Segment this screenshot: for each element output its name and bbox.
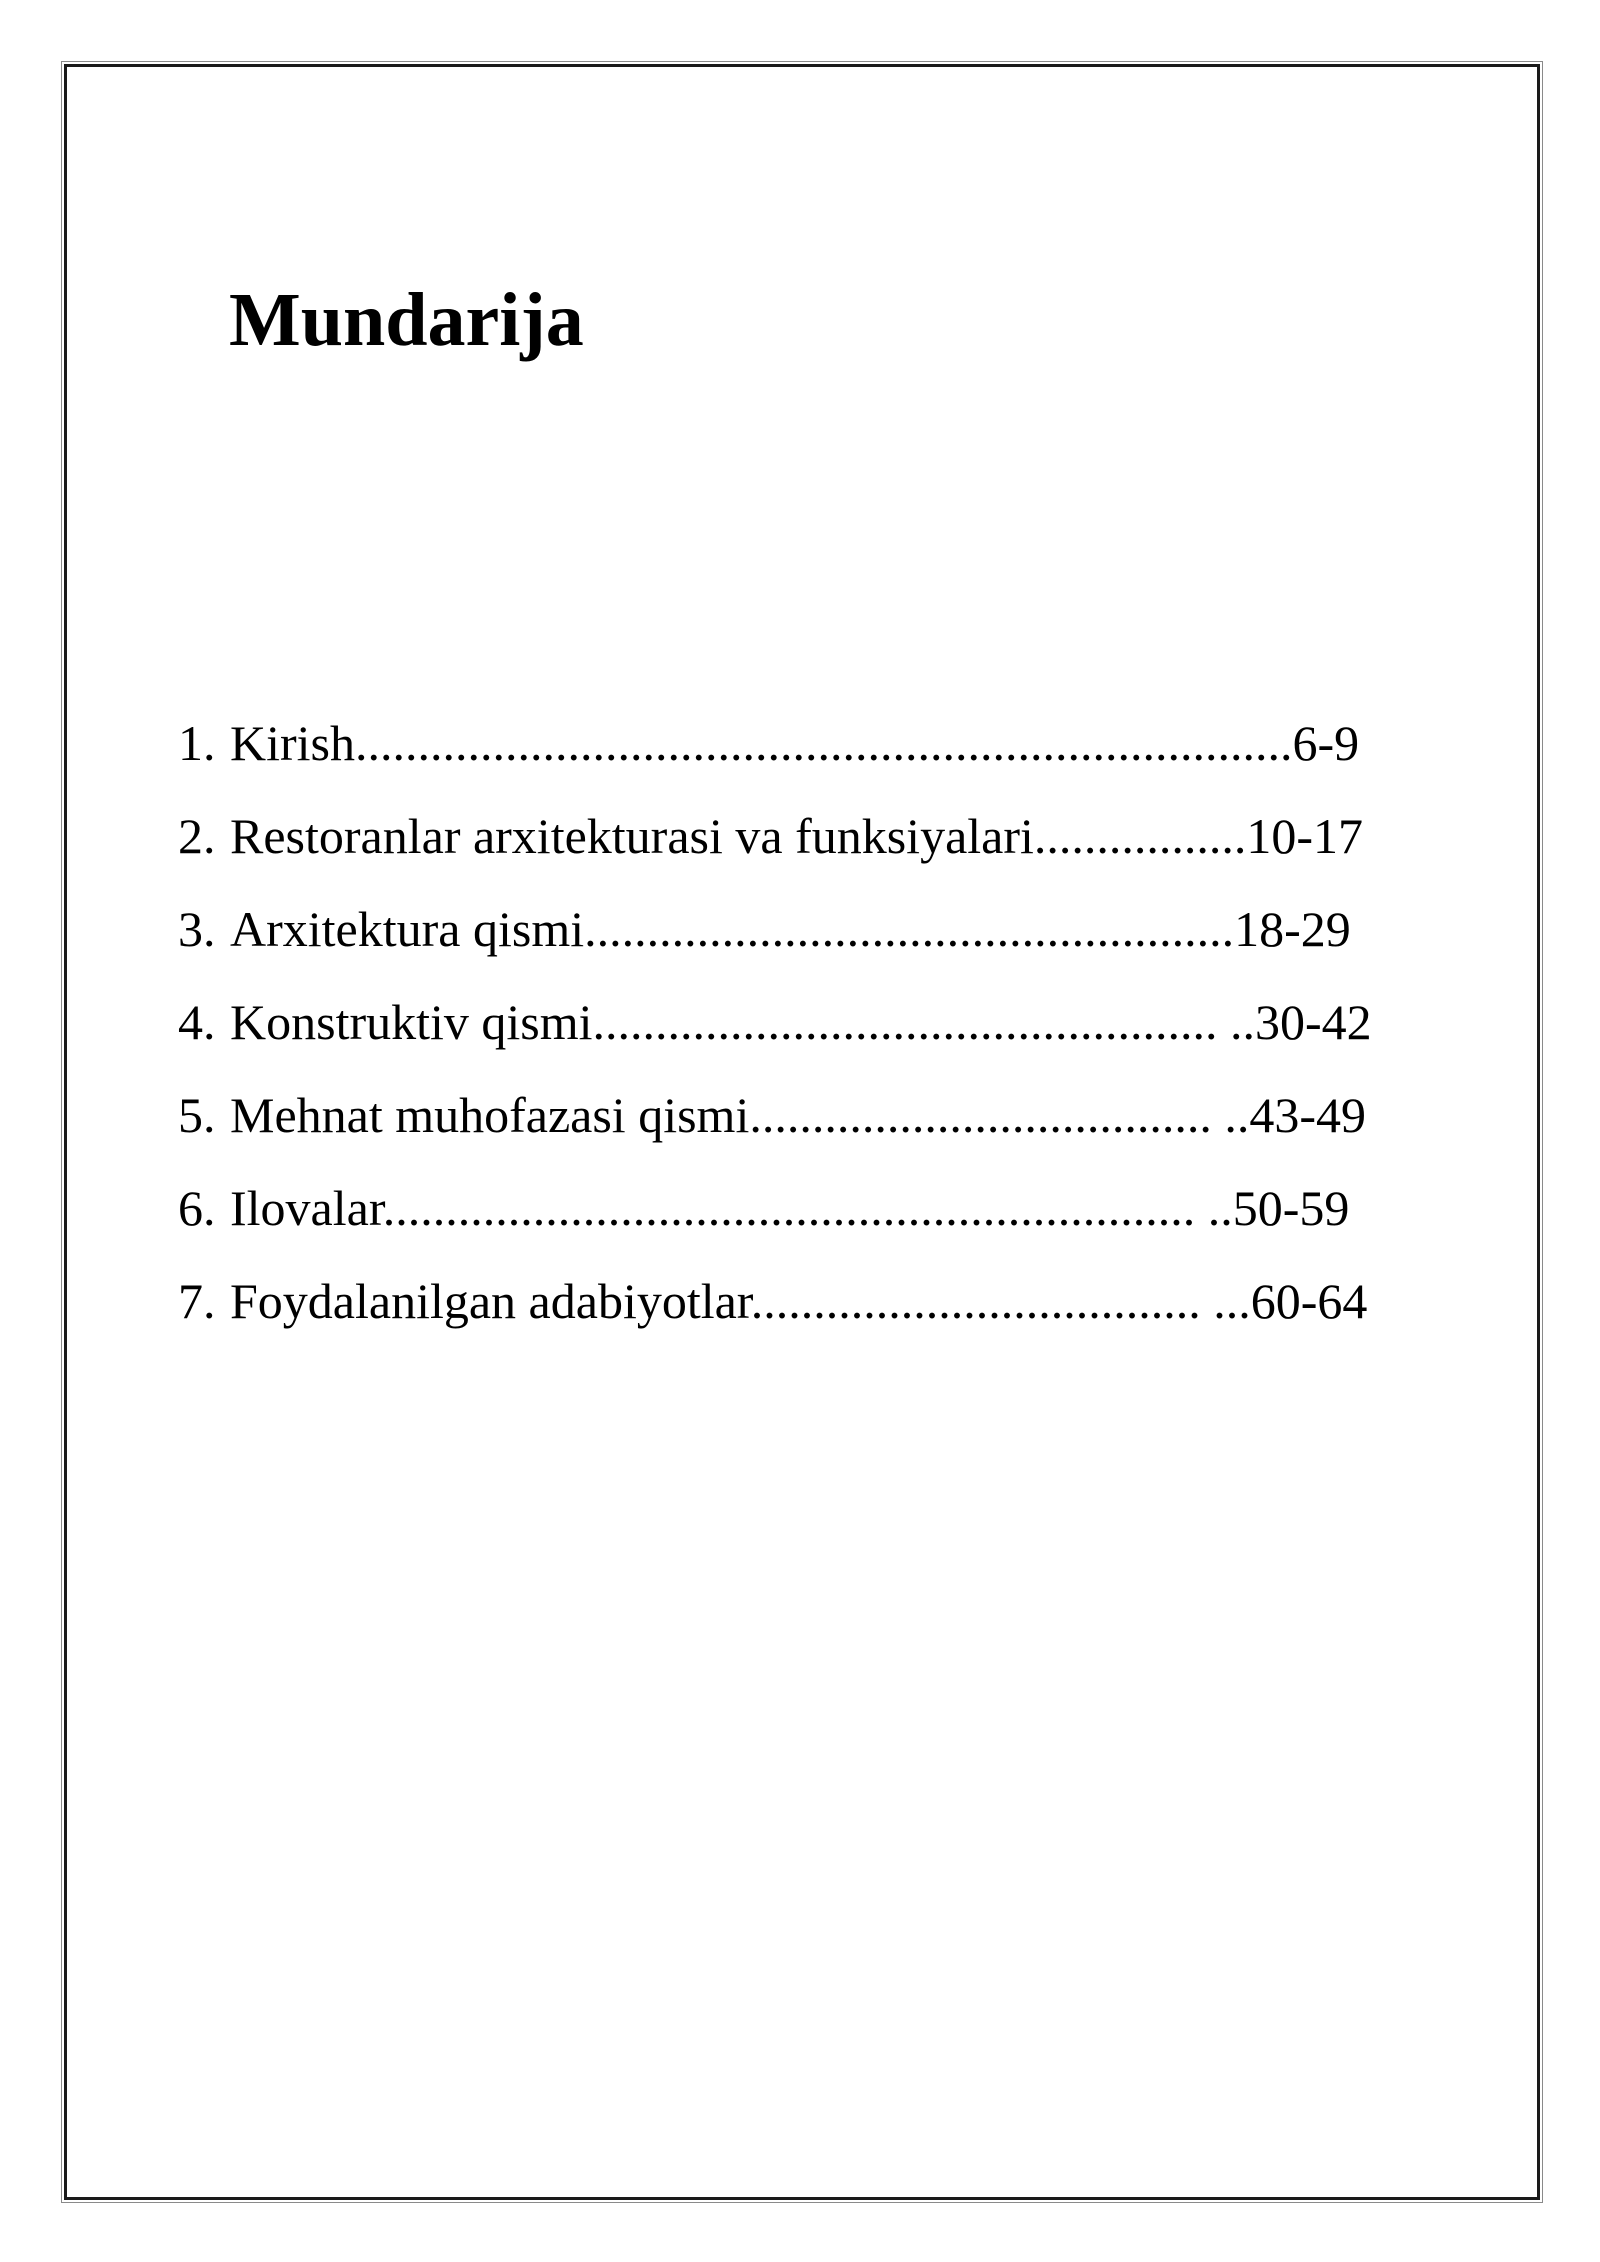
toc-entry-text: Restoranlar arxitekturasi va funksiyalari.................10-17: [230, 808, 1364, 864]
toc-entry-6: [178, 1176, 1372, 1269]
toc-entry-number: 5.: [178, 1087, 216, 1143]
toc-entry-number: 7.: [178, 1273, 216, 1329]
table-of-contents: [178, 711, 1372, 1362]
toc-entry-number: 2.: [178, 808, 216, 864]
toc-entry-text: Kirish...........................................................................6-9: [230, 715, 1360, 771]
page-title: Mundarija: [229, 278, 584, 362]
toc-entry-text: Arxitektura qismi....................................................18-29: [230, 901, 1351, 957]
toc-entry-4: [178, 990, 1372, 1083]
toc-entry-2: [178, 804, 1372, 897]
toc-entry-7: [178, 1269, 1372, 1362]
toc-entry-text: Foydalanilgan adabiyotlar.................................... ...60-64: [230, 1273, 1368, 1329]
toc-entry-text: Ilovalar................................................................. ..50-59: [230, 1180, 1350, 1236]
toc-entry-number: 6.: [178, 1180, 216, 1236]
toc-entry-text: Konstruktiv qismi.................................................. ..30-42: [230, 994, 1372, 1050]
toc-entry-text: Mehnat muhofazasi qismi..................................... ..43-49: [230, 1087, 1366, 1143]
toc-entry-1: [178, 711, 1372, 804]
toc-entry-number: 4.: [178, 994, 216, 1050]
toc-entry-number: 1.: [178, 715, 216, 771]
toc-entry-3: [178, 897, 1372, 990]
toc-entry-5: [178, 1083, 1372, 1176]
toc-entry-number: 3.: [178, 901, 216, 957]
